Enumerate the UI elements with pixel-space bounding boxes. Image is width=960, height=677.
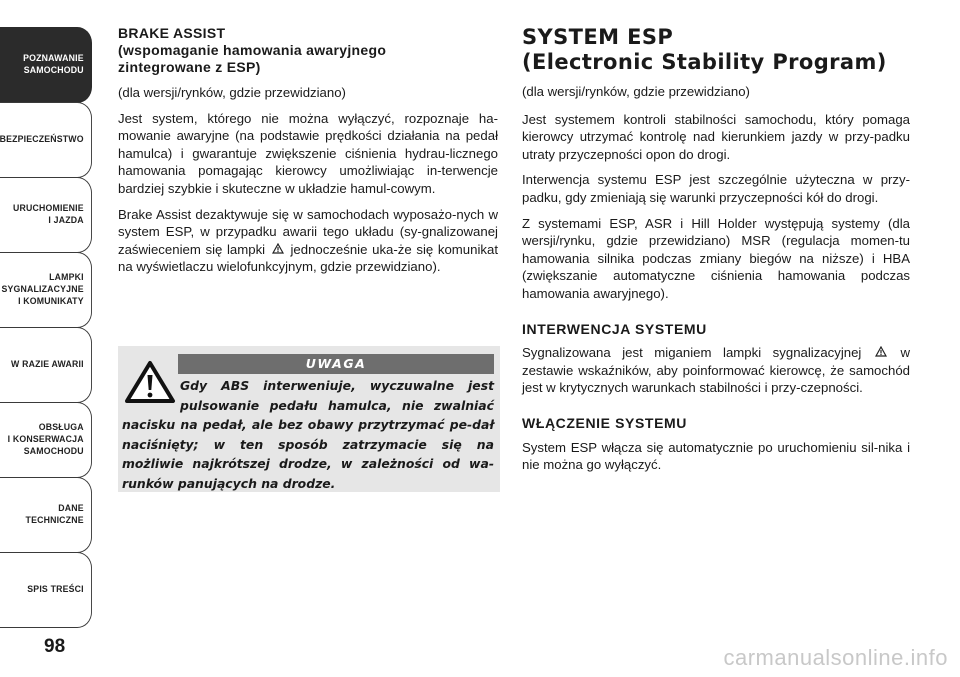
tab-obsluga-i-konserwacja[interactable] xyxy=(0,402,92,478)
warning-text: Gdy ABS interweniuje, wyczuwalne jest pulsowanie pedału hamulca, nie zwalniać nacisku na pedał, ale bez obawy przytrzymać pe-dał naciśnięty; w ten sposób zatrzymacie się na możliwie najkrótszej drodze, w zależności od wa-runków panujących na drodze. xyxy=(122,378,494,491)
title-line: (Electronic Stability Program) xyxy=(522,50,887,74)
right-column xyxy=(522,25,910,482)
tab-w-razie-awarii[interactable] xyxy=(0,327,92,403)
tab-dane-techniczne[interactable] xyxy=(0,477,92,553)
tab-spis-tresci[interactable] xyxy=(0,552,92,628)
warning-label: UWAGA xyxy=(178,354,494,374)
chapter-tabs xyxy=(0,27,103,628)
warning-box xyxy=(118,346,500,492)
tab-label: URUCHOMIENIE I JAZDA xyxy=(13,203,84,226)
wlaczenie-paragraph: System ESP włącza się automatycznie po uruchomieniu sil-nika i nie można go wyłączyć. xyxy=(522,439,910,473)
tab-label: BEZPIECZEŃSTWO xyxy=(0,134,84,145)
esp-paragraph: Z systemami ESP, ASR i Hill Holder występują systemy (dla wersji/rynku, gdzie przewidziano) MSR (regulacja momen-tu hamowania silnika podczas zmiany biegów na niższe) i HBA (zwiększanie automatyczne ciśnienia hamowania podczas hamowania awaryjnego). xyxy=(522,215,910,301)
esp-warning-lamp-icon xyxy=(875,346,887,358)
tab-label: W RAZIE AWARII xyxy=(11,359,84,370)
paragraph-text: Brake Assist dezaktywuje się w samochodach wyposażo-nych w system ESP, w przypadku awarii tego układu (sy-gnalizowanej zaświeceniem się lampki xyxy=(118,206,498,257)
tab-label: OBSŁUGA I KONSERWACJA SAMOCHODU xyxy=(7,422,84,457)
section-heading-interwencja: INTERWENCJA SYSTEMU xyxy=(522,320,707,337)
brake-assist-subheading: (dla wersji/rynków, gdzie przewidziano) xyxy=(118,85,346,100)
esp-title xyxy=(522,25,910,75)
tab-uruchomienie-i-jazda[interactable] xyxy=(0,177,92,253)
tab-label: LAMPKI SYGNALIZACYJNE I KOMUNIKATY xyxy=(1,272,84,307)
title-line: SYSTEM ESP xyxy=(522,25,674,49)
paragraph-text: jednocześnie uka-że się komunikat na wyświetlaczu wielofunkcyjnym, gdzie przewidziano). xyxy=(118,241,498,275)
tab-label: SPIS TREŚCI xyxy=(27,584,84,595)
esp-warning-lamp-icon xyxy=(272,243,284,255)
paragraph-text: w zestawie wskaźników, aby poinformować kierowcę, że samochód jest w krytycznych warunkach stabilności i przy-czepności. xyxy=(522,345,910,396)
interwencja-paragraph xyxy=(522,344,910,397)
heading-line: zintegrowane z ESP) xyxy=(118,59,261,75)
section-heading-wlaczenie: WŁĄCZENIE SYSTEMU xyxy=(522,414,687,431)
tab-lampki-sygnalizacyjne[interactable] xyxy=(0,252,92,328)
brake-assist-heading xyxy=(118,25,498,76)
tab-bezpieczenstwo[interactable] xyxy=(0,102,92,178)
heading-line: (wspomaganie hamowania awaryjnego xyxy=(118,42,387,58)
esp-paragraph: Jest systemem kontroli stabilności samochodu, który pomaga kierowcy utrzymać kontrolę nad kierunkiem jazdy w przy-padku utraty przyczepności opon do drogi. xyxy=(522,111,910,162)
brake-assist-paragraph: Jest system, którego nie można wyłączyć, rozpoznaje ha-mowanie awaryjne (na podstawie prędkości działania na pedał hamulca) i gwarantuje zwiększenie ciśnienia hydrau-licznego hamowania pomagając kierowcy umożliwiając in-terwencje bardziej szybkie i skuteczne w układzie hamul-cowym. xyxy=(118,110,498,196)
brake-assist-deactivation-paragraph xyxy=(118,206,498,276)
tab-label: DANE TECHNICZNE xyxy=(25,503,84,526)
tab-label: POZNAWANIE SAMOCHODU xyxy=(23,53,84,76)
left-column xyxy=(118,25,498,284)
watermark: carmanualsonline.info xyxy=(723,645,948,670)
paragraph-text: Sygnalizowana jest miganiem lampki sygnalizacyjnej xyxy=(522,345,862,361)
tab-poznawanie-samochodu[interactable] xyxy=(0,27,92,103)
page-number: 98 xyxy=(44,636,66,657)
heading-line: BRAKE ASSIST xyxy=(118,25,226,41)
esp-subheading: (dla wersji/rynków, gdzie przewidziano) xyxy=(522,84,750,99)
esp-paragraph: Interwencja systemu ESP jest szczególnie użyteczna w przy-padku, gdy zmieniają się warunki przyczepności kół do drogi. xyxy=(522,172,910,205)
